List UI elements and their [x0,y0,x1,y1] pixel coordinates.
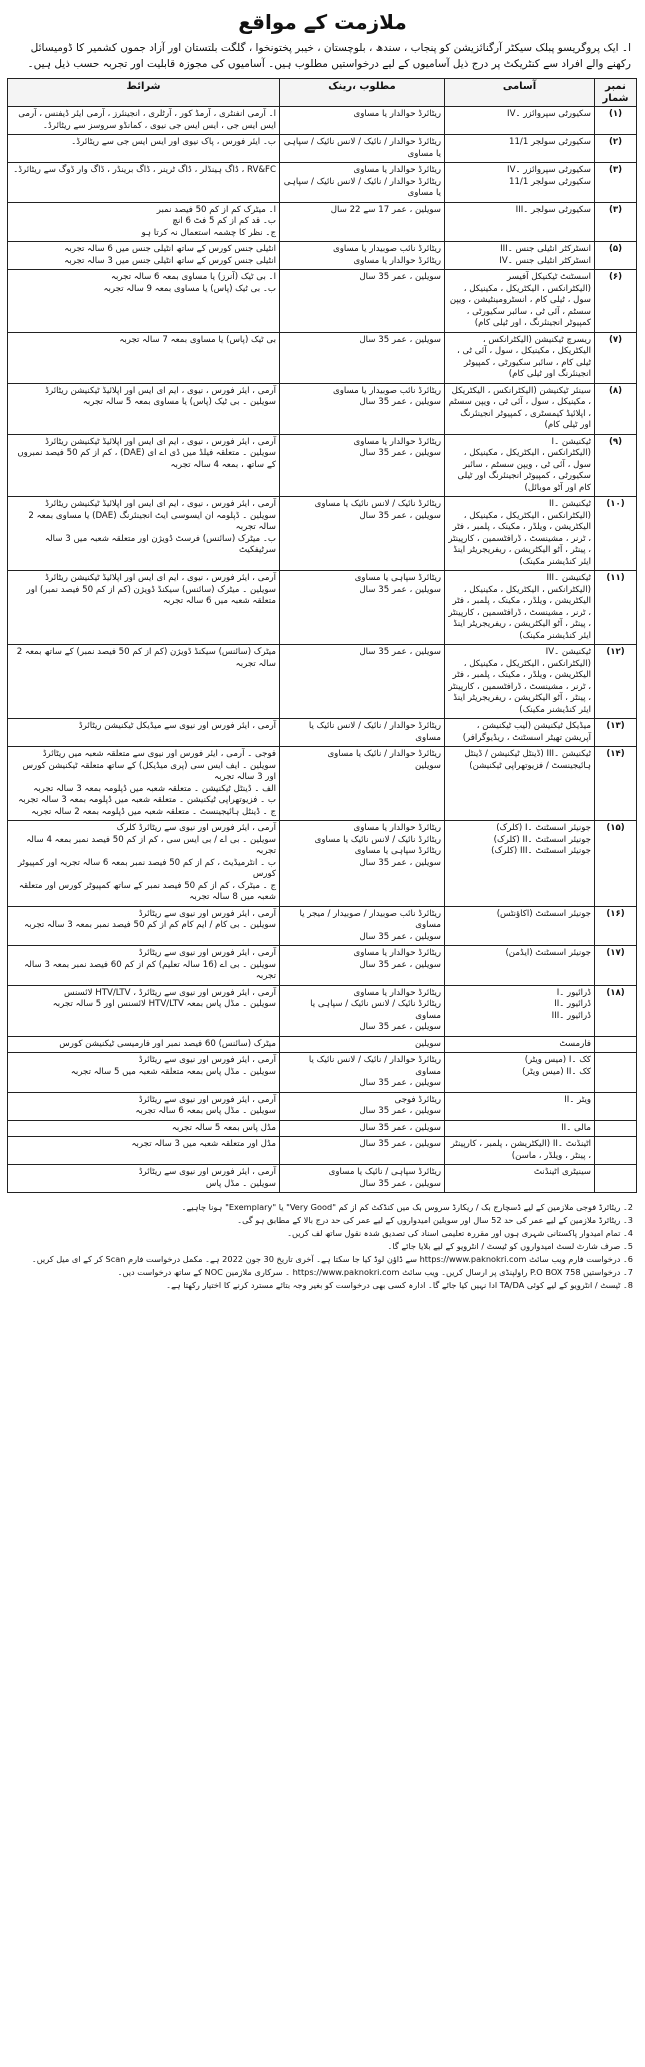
row-conditions-line: انٹیلی جنس کورس کے ساتھ انٹیلی جنس میں 6 سالہ تجربہ [64,244,276,254]
row-required-line: ریٹائرڈ نائیک / لانس نائیک یا مساوی [314,499,441,509]
row-serial: (۱۴) [595,747,637,821]
row-post-line: ٹیکنیشن ۔III (ڈینٹل ٹیکنیشن / ڈینٹل ہائیجینسٹ / فزیوتھراپی ٹیکنیشن) [464,749,591,771]
row-conditions-line: آرمی ، ایئر فورس اور نیوی سے ریٹائرڈ [138,1167,276,1177]
row-required-line: ریٹائرڈ فوجی [394,1094,441,1105]
row-required-line: ریٹائرڈ نائیک / لانس نائیک یا مساوی [314,834,441,845]
table-row [8,497,637,571]
row-required [280,906,445,946]
note-item: 8۔ ٹیسٹ / انٹرویو کے لیے کوئی TA/DA ادا نہیں کیا جائے گا۔ ادارہ کسی بھی درخواست کو بغیر وجہ بتائے مسترد کرنے کا اختیار رکھتا ہے۔ [166,1280,633,1290]
row-conditions [8,1165,280,1193]
row-conditions [8,645,280,719]
row-conditions-line: آرمی ، ایئر فورس اور نیوی سے ریٹائرڈ [138,908,276,919]
row-required [280,946,445,986]
row-post-line: جونیئر اسسٹنٹ ۔II (کلرک) [493,834,591,845]
row-post [445,497,595,571]
row-required-line: ریٹائرڈ سپاہی یا مساوی [354,573,441,583]
row-post-line: جونیئر اسسٹنٹ ۔III (کلرک) [491,846,591,856]
table-row [8,332,637,383]
row-conditions-line: سویلین ۔ ایف ایس سی (پری میڈیکل) کے ساتھ متعلقہ ٹیکنیشن کورس اور 3 سالہ تجربہ [22,760,276,782]
row-required [280,135,445,163]
row-required [280,719,445,747]
row-required [280,1165,445,1193]
row-conditions-line: بی ٹیک (پاس) یا مساوی بمعہ 7 سالہ تجربہ [119,334,276,345]
row-conditions-line: میٹرک (سائنس) سیکنڈ ڈویژن (کم از کم 50 فیصد نمبر) کے ساتھ بمعہ 2 سالہ تجربہ [16,647,276,669]
row-conditions [8,1120,280,1137]
row-serial: (۱۲) [595,645,637,719]
row-conditions-line: ج ۔ ڈینٹل ہائیجینسٹ ۔ متعلقہ شعبہ میں ڈپلومہ بمعہ 2 سالہ تجربہ [31,806,276,817]
row-serial: (۲) [595,135,637,163]
row-conditions [8,946,280,986]
row-post-line: ٹیکنیشن ۔IV [545,647,591,657]
row-serial: (۶) [595,270,637,333]
row-post-line: جونیئر اسسٹنٹ ۔I (کلرک) [496,823,591,833]
row-required-line: ریٹائرڈ حوالدار / نائیک / لانس نائیک / سپاہی یا مساوی [283,176,441,198]
row-required [280,1137,445,1165]
row-conditions [8,1137,280,1165]
row-required [280,242,445,270]
row-serial: (۱) [595,107,637,135]
row-required [280,985,445,1036]
row-conditions-line: ب ۔ فزیوتھراپی ٹیکنیشن ۔ متعلقہ شعبہ میں ڈپلومہ بمعہ 3 سالہ تجربہ [18,795,276,805]
row-required [280,1053,445,1093]
row-required [280,202,445,242]
row-conditions-line: ج۔ نظر کا چشمہ استعمال نہ کرتا ہو [141,227,276,238]
row-serial [595,1092,637,1120]
row-required [280,1120,445,1137]
row-post-line: کک ۔II (میس ویٹر) [522,1066,591,1077]
row-serial: (۳) [595,202,637,242]
row-required-line: ریٹائرڈ حوالدار / نائیک / لانس نائیک یا مساوی [308,1055,441,1077]
row-post-line: ڈرائیور ۔I [556,987,591,998]
row-serial: (۱۵) [595,821,637,907]
row-post [445,985,595,1036]
table-row [8,747,637,821]
note-item: 4۔ تمام امیدوار پاکستانی شہری ہوں اور مقررہ تعلیمی اسناد کی تصدیق شدہ نقول ساتھ لف کریں۔ [287,1228,633,1238]
row-post-line: ویٹر ۔II [564,1094,591,1105]
row-conditions [8,906,280,946]
column-header-required: مطلوب ،رینک [280,79,445,107]
row-post [445,1053,595,1093]
row-conditions-line: آرمی ، ایئر فورس اور نیوی سے ریٹائرڈ [138,1094,276,1105]
row-required-line: سویلین [414,760,441,771]
row-conditions [8,1092,280,1120]
row-conditions-line: سویلین ۔ ڈپلومہ ان ایسوسی ایٹ انجینئرنگ (DAE) یا مساوی بمعہ 2 سالہ تجربہ [28,510,276,532]
column-header-post: آسامی [445,79,595,107]
row-conditions-line: سویلین ۔ مڈل پاس بمعہ HTV/LTV لائسنس اور 5 سالہ تجربہ [52,999,276,1009]
row-required [280,497,445,571]
table-header-row [8,79,637,107]
row-conditions-line: آرمی ، ایئر فورس اور نیوی سے ریٹائرڈ کلرک [116,823,276,833]
row-post-line: سینئر ٹیکنیشن (الیکٹرانکس ، الیکٹریکل ، مکینیکل ، سول ، آئی ٹی ، ویپن سسٹم ، اپلائیڈ کیمسٹری ، کمپیوٹر انجینئرنگ اور ٹیلی کام) [448,385,591,430]
row-required-line: سویلین ، عمر 35 سال [359,647,441,657]
row-post-line: ڈرائیور ۔II [554,999,591,1009]
row-post-line: اٹینڈنٹ ۔II (الیکٹریشن ، پلمبر ، کارپینٹر ، پینٹر ، ویلڈر ، ماسن) [450,1139,591,1161]
row-conditions-line: سویلین ۔ مڈل پاس بمعہ 6 سالہ تجربہ [135,1106,276,1116]
row-post-line: سکیورٹی سولجر 11/1 [508,137,591,147]
row-conditions [8,163,280,203]
table-row [8,163,637,203]
row-required-line: سویلین ، عمر 35 سال [359,1022,441,1032]
row-conditions-line: آرمی ، ایئر فورس ، نیوی ، ایم ای ایس اور اپلائیڈ ٹیکنیشن ریٹائرڈ [45,499,276,509]
row-conditions-line: ا۔ میٹرک کم از کم 50 فیصد نمبر [156,204,276,215]
note-item: 5۔ صرف شارٹ لسٹ امیدواروں کو ٹیسٹ / انٹرویو کے لیے بلایا جائے گا۔ [387,1241,633,1251]
row-required-line: ریٹائرڈ نائب صوبیدار یا مساوی [332,244,441,254]
row-conditions [8,135,280,163]
row-post-line: سینیٹری اٹینڈنٹ [533,1167,591,1177]
row-post [445,906,595,946]
row-required [280,332,445,383]
row-serial: (۱۱) [595,571,637,645]
table-row [8,1165,637,1193]
row-required-line: ریٹائرڈ نائب صوبیدار / صوبیدار / میجر یا مساوی [299,908,441,930]
row-conditions-line: ج ۔ میٹرک ، کم از کم 50 فیصد نمبر کے ساتھ کمپیوٹر کورس اور متعلقہ شعبہ میں 8 سالہ تجربہ [18,880,276,902]
row-conditions-line: سویلین ۔ بی اے / بی ایس سی ، کم از کم 50 فیصد نمبر بمعہ 4 سالہ تجربہ [26,834,276,856]
row-conditions-line: ب۔ بی ٹیک (پاس) یا مساوی بمعہ 9 سالہ تجربہ [103,283,276,294]
row-post [445,946,595,986]
row-required [280,107,445,135]
row-required-line: سویلین ، عمر 35 سال [359,1139,441,1149]
table-row [8,821,637,907]
table-row [8,202,637,242]
row-serial: (۱۸) [595,985,637,1036]
row-required-line: ریٹائرڈ حوالدار / نائیک / لانس نائیک / سپاہی یا مساوی [283,137,441,159]
row-conditions [8,107,280,135]
row-required-line: سویلین ، عمر 17 سے 22 سال [330,204,441,215]
row-required [280,1092,445,1120]
row-conditions [8,1053,280,1093]
row-conditions-line: RV&FC ، ڈاگ ہینڈلر ، ڈاگ ٹرینر ، ڈاگ برینڈر ، ڈاگ وار ڈوگ سے ریٹائرڈ۔ [13,165,276,175]
row-post [445,821,595,907]
table-row [8,270,637,333]
row-post [445,645,595,719]
row-post-line: جونیئر اسسٹنٹ (اکاؤنٹس) [496,908,591,919]
row-serial [595,1036,637,1053]
row-post [445,107,595,135]
row-required-line: ریٹائرڈ سپاہی یا مساوی [354,846,441,856]
row-serial: (۱۳) [595,719,637,747]
row-serial: (۱۶) [595,906,637,946]
row-conditions [8,202,280,242]
table-row [8,645,637,719]
row-required-line: سویلین ، عمر 35 سال [359,584,441,595]
row-post-line: مالی ۔II [561,1122,591,1133]
row-post-line: اسسٹنٹ ٹیکنیکل آفیسر [506,272,591,282]
row-required [280,270,445,333]
row-conditions-line: ا۔ بی ٹیک (آنرز) یا مساوی بمعہ 6 سالہ تجربہ [111,272,276,282]
row-serial [595,1053,637,1093]
row-conditions [8,571,280,645]
row-conditions [8,747,280,821]
row-required-line: سویلین ، عمر 35 سال [359,510,441,521]
row-post-line: سکیورٹی سپروائزر ۔IV [507,165,591,175]
row-required [280,571,445,645]
row-conditions [8,383,280,434]
row-conditions-line: سویلین ۔ متعلقہ فیلڈ میں ڈی اے ای (DAE) ، کم از کم 50 فیصد نمبروں کے ساتھ ، بمعہ 4 سالہ تجربہ [17,448,276,470]
row-required-line: سویلین ، عمر 35 سال [359,272,441,282]
row-serial: (۵) [595,242,637,270]
row-conditions-line: آرمی ، ایئر فورس اور نیوی سے ریٹائرڈ ، HTV/LTV لائسنس [64,987,276,998]
row-post [445,747,595,821]
row-conditions-line: آرمی ، ایئر فورس ، نیوی ، ایم ای ایس اور اپلائیڈ ٹیکنیشن ریٹائرڈ [45,436,276,447]
row-required [280,747,445,821]
table-row [8,1036,637,1053]
row-required-line: سویلین ، عمر 35 سال [359,931,441,942]
row-post [445,1092,595,1120]
row-conditions [8,270,280,333]
table-row [8,985,637,1036]
row-serial: (۸) [595,383,637,434]
row-post-line: ٹیکنیشن ۔III [546,573,591,583]
row-serial: (۹) [595,434,637,497]
row-required-line: ریٹائرڈ سپاہی / نائیک یا مساوی [328,1167,441,1177]
row-post-line: انسٹرکٹر انٹیلی جنس ۔IV [499,255,591,266]
table-row [8,1092,637,1120]
row-conditions-line: آرمی ، ایئر فورس ، نیوی ، ایم ای ایس اور اپلائیڈ ٹیکنیشن ریٹائرڈ [45,573,276,583]
row-conditions-line: سویلین ۔ بی کام / ایم کام کم از کم 50 فیصد نمبر بمعہ 3 سالہ تجربہ [24,920,276,930]
row-post-line: سکیورٹی سولجر ۔III [515,204,591,215]
row-post-line: ڈرائیور ۔III [551,1010,591,1021]
jobs-table-body [8,107,637,1193]
row-serial: (۷) [595,332,637,383]
table-row [8,135,637,163]
table-row [8,383,637,434]
note-item: 6۔ درخواست فارم ویب سائٹ https://www.paknokri.com سے ڈاؤن لوڈ کیا جا سکتا ہے۔ آخری تاریخ 30 جون 2022 ہے۔ مکمل درخواست فارم Scan کر کے ای میل کریں۔ [31,1254,633,1264]
row-post-line: (الیکٹرانکس ، الیکٹریکل ، مکینیکل ، سول ، آئی ٹی ، ویپن سسٹم ، سائبر سکیورٹی ، کمپیوٹر انجینئرنگ اور ٹیلی کام اور آٹو موبائل) [457,448,591,493]
row-serial [595,1137,637,1165]
row-conditions [8,434,280,497]
row-required-line: سویلین ، عمر 35 سال [359,1106,441,1116]
row-post-line: ریسرچ ٹیکنیشن (الیکٹرانکس ، الیکٹریکل ، مکینیکل ، سول ، آئی ٹی ، ٹیلی کام ، سائبر سکیورٹی ، کمپیوٹر انجینئرنگ اور ٹیلی کام) [456,334,591,379]
row-conditions-line: ب۔ قد کم از کم 5 فٹ 6 انچ [172,216,276,226]
row-conditions [8,332,280,383]
row-required-line: ریٹائرڈ نائیک / لانس نائیک / سپاہی یا مساوی [310,999,441,1021]
row-post [445,571,595,645]
row-required-line: سویلین ، عمر 35 سال [359,857,441,868]
row-post [445,434,595,497]
table-row [8,719,637,747]
row-post-line: ٹیکنیشن ۔I [551,436,591,447]
row-required-line: ریٹائرڈ حوالدار یا مساوی [353,165,441,175]
row-conditions-line: مڈل پاس بمعہ 5 سالہ تجربہ [171,1122,276,1133]
row-required-line: ریٹائرڈ حوالدار / نائیک یا مساوی [327,749,441,759]
row-post-line: کک ۔I (میس ویٹر) [524,1055,591,1065]
row-required [280,645,445,719]
row-post [445,1120,595,1137]
table-row [8,107,637,135]
row-conditions-line: میٹرک (سائنس) 60 فیصد نمبر اور فارمیسی ٹیکنیشن کورس [59,1038,276,1049]
row-conditions [8,1036,280,1053]
table-row [8,1137,637,1165]
row-required [280,1036,445,1053]
row-required-line: سویلین ، عمر 35 سال [359,1078,441,1088]
row-conditions-line: آرمی ، ایئر فورس ، نیوی ، ایم ای ایس اور اپلائیڈ ٹیکنیشن ریٹائرڈ [45,385,276,396]
row-post [445,1137,595,1165]
row-post-line: ٹیکنیشن ۔II [549,499,591,509]
row-conditions-line: مڈل اور متعلقہ شعبہ میں 3 سالہ تجربہ [131,1139,276,1149]
row-required-line: سویلین ، عمر 35 سال [359,1178,441,1189]
row-conditions [8,242,280,270]
row-conditions-line: آرمی ، ایئر فورس اور نیوی سے ریٹائرڈ [138,948,276,958]
row-conditions-line: ب۔ ایئر فورس ، پاک نیوی اور ایس ایس جی سے ریٹائرڈ۔ [71,137,276,147]
row-post [445,1036,595,1053]
row-post [445,242,595,270]
row-post [445,163,595,203]
row-required-line: ریٹائرڈ حوالدار یا مساوی [353,436,441,447]
row-conditions [8,821,280,907]
row-required-line: ریٹائرڈ حوالدار یا مساوی [353,948,441,958]
note-item: 3۔ ریٹائرڈ ملازمین کے لیے عمر کی حد 52 سال اور سویلین امیدواروں کے لیے عمر کی حد درج بالا کے مطابق ہو گی۔ [237,1215,633,1225]
note-item: 7۔ درخواستیں P.O BOX 758 راولپنڈی پر ارسال کریں۔ ویب سائٹ https://www.paknokri.com ۔ سرکاری ملازمین NOC کے ساتھ درخواست دیں۔ [117,1267,633,1277]
row-conditions-line: فوجی ۔ آرمی ، ایئر فورس اور نیوی سے متعلقہ شعبہ میں ریٹائرڈ [42,749,276,759]
column-header-conditions: شرائط [8,79,280,107]
table-row [8,571,637,645]
row-post-line: (الیکٹرانکس ، الیکٹریکل ، مکینیکل ، الیکٹریشن ، ویلڈر ، مکینک ، پلمبر ، فٹر ، ٹرنر ، مشینسٹ ، ڈرافٹسمین ، کارپینٹر ، پینٹر ، آٹو الیکٹریشن ، ریفریجریٹر اینڈ ایئر کنڈیشنر مکینک) [448,584,591,641]
table-row [8,434,637,497]
row-required-line: ریٹائرڈ حوالدار یا مساوی [353,255,441,266]
row-required [280,383,445,434]
row-post-line: جونیئر اسسٹنٹ (ایڈمن) [505,948,591,958]
row-serial: (۱۷) [595,946,637,986]
row-post-line: سکیورٹی سپروائزر ۔IV [507,109,591,119]
row-conditions [8,985,280,1036]
row-post [445,270,595,333]
table-row [8,242,637,270]
row-serial [595,1120,637,1137]
row-conditions-line: انٹیلی جنس کورس کے ساتھ انٹیلی جنس میں 3 سالہ تجربہ [64,255,276,266]
row-conditions-line: ب ۔ انٹرمیڈیٹ ، کم از کم 50 فیصد نمبر بمعہ 6 سالہ تجربہ اور کمپیوٹر کورس [17,857,276,879]
row-required-line: سویلین ، عمر 35 سال [359,959,441,970]
row-conditions-line: ب۔ میٹرک (سائنس) فرسٹ ڈویژن اور متعلقہ شعبہ میں 3 سالہ سرٹیفکیٹ [45,533,276,555]
row-required [280,434,445,497]
note-item: 2۔ ریٹائرڈ فوجی ملازمین کے لیے ڈسچارج بک / ریکارڈ سروس بک میں کنڈکٹ کم از کم "Very Good" یا "Exemplary" ہونا چاہیے۔ [181,1202,633,1212]
row-post [445,1165,595,1193]
row-required [280,163,445,203]
row-post [445,332,595,383]
column-header-serial: نمبر شمار [595,79,637,107]
page-title: ملازمت کے مواقع [238,10,407,34]
row-required-line: ریٹائرڈ حوالدار / نائیک / لانس نائیک یا مساوی [308,721,441,743]
row-required-line: ریٹائرڈ حوالدار یا مساوی [353,987,441,998]
row-post [445,202,595,242]
row-conditions-line: سویلین ۔ بی ٹیک (پاس) یا مساوی بمعہ 5 سالہ تجربہ [82,397,276,407]
table-row [8,946,637,986]
row-conditions-line: ا۔ آرمی انفنٹری ، آرمڈ کور ، آرٹلری ، انجینئرز ، آرمی ایئر ڈیفنس ، آرمی ایس ایس جی ، ایس ایس جی نیوی ، کمانڈو سروسز سے ریٹائرڈ۔ [18,109,276,131]
row-post-line: فارمسٹ [559,1038,591,1049]
row-conditions-line: آرمی ، ایئر فورس اور نیوی سے ریٹائرڈ [138,1055,276,1065]
row-post-line: میڈیکل ٹیکنیشن (لیب ٹیکنیشن ، آپریشن تھیٹر اسسٹنٹ ، ریڈیوگرافر) [462,721,591,743]
row-serial: (۱۰) [595,497,637,571]
row-conditions [8,719,280,747]
row-post-line: (الیکٹرانکس ، الیکٹریکل ، مکینیکل ، الیکٹریشن ، ویلڈر ، مکینک ، پلمبر ، فٹر ، ٹرنر ، مشینسٹ ، ڈرافٹسمین ، کارپینٹر ، پینٹر ، آٹو الیکٹریشن ، ریفریجریٹر اینڈ ایئر کنڈیشنر مکینک) [448,510,591,567]
row-required-line: سویلین ، عمر 35 سال [359,397,441,407]
row-conditions-line: الف ۔ ڈینٹل ٹیکنیشن ۔ متعلقہ شعبہ میں ڈپلومہ بمعہ 3 سالہ تجربہ [33,783,276,794]
row-post-line: انسٹرکٹر انٹیلی جنس ۔III [500,244,591,254]
intro-paragraph: ا۔ ایک پروگریسو پبلک سیکٹر آرگنائزیشن کو پنجاب ، سندھ ، بلوچستان ، خیبر پختونخوا ، گلگت بلتستان اور آزاد جموں کشمیر کا ڈومیسائل رکھنے والے افراد سے کنٹریکٹ پر درج ذیل آسامیوں کے لیے درخواستیں مطلوب ہیں۔ آسامیوں کی مجوزہ قابلیت اور تجربہ حسب ذیل ہیں۔ [27,42,631,70]
row-required [280,821,445,907]
row-post [445,719,595,747]
row-required-line: سویلین ، عمر 35 سال [359,334,441,345]
row-conditions-line: سویلین ۔ مڈل پاس بمعہ متعلقہ شعبہ میں 5 سالہ تجربہ [70,1066,276,1077]
row-post-line: (الیکٹرانکس ، الیکٹریکل ، مکینیکل ، سول ، ٹیلی کام ، انسٹرومینٹیشن ، ویپن سسٹم ، آئی ٹی ، سائبر سکیورٹی ، کمپیوٹر انجینئرنگ ، اور ٹیلی کام) [449,283,591,328]
table-row [8,906,637,946]
row-required-line: ریٹائرڈ نائب صوبیدار یا مساوی [332,385,441,396]
row-required-line: سویلین ، عمر 35 سال [359,448,441,458]
row-required-line: سویلین ، عمر 35 سال [359,1122,441,1133]
jobs-table [7,78,637,1193]
row-serial: (۳) [595,163,637,203]
notes-section [8,1201,637,1291]
row-required-line: سویلین [414,1038,441,1049]
row-post-line: سکیورٹی سولجر 11/1 [508,176,591,187]
row-conditions-line: آرمی ، ایئر فورس اور نیوی سے میڈیکل ٹیکنیشن ریٹائرڈ [78,721,276,731]
row-conditions-line: سویلین ۔ مڈل پاس [205,1178,276,1189]
row-conditions-line: سویلین ۔ میٹرک (سائنس) سیکنڈ ڈویژن (کم از کم 50 فیصد نمبر) اور متعلقہ شعبہ میں 6 سالہ تجربہ [26,584,276,606]
row-post-line: (الیکٹرانکس ، الیکٹریکل ، مکینیکل ، الیکٹریشن ، ویلڈر ، مکینک ، پلمبر ، فٹر ، ٹرنر ، مشینسٹ ، ڈرافٹسمین ، کارپینٹر ، پینٹر ، آٹو الیکٹریشن ، ریفریجریٹر اینڈ ایئر کنڈیشنر مکینک) [448,658,591,715]
row-post [445,383,595,434]
row-required-line: ریٹائرڈ حوالدار یا مساوی [353,823,441,833]
table-row [8,1120,637,1137]
row-post [445,135,595,163]
table-row [8,1053,637,1093]
row-conditions [8,497,280,571]
row-conditions-line: سویلین ۔ بی اے (16 سالہ تعلیم) کم از کم 60 فیصد نمبر بمعہ 3 سالہ تجربہ [24,959,276,981]
row-required-line: ریٹائرڈ حوالدار یا مساوی [353,109,441,119]
row-serial [595,1165,637,1193]
